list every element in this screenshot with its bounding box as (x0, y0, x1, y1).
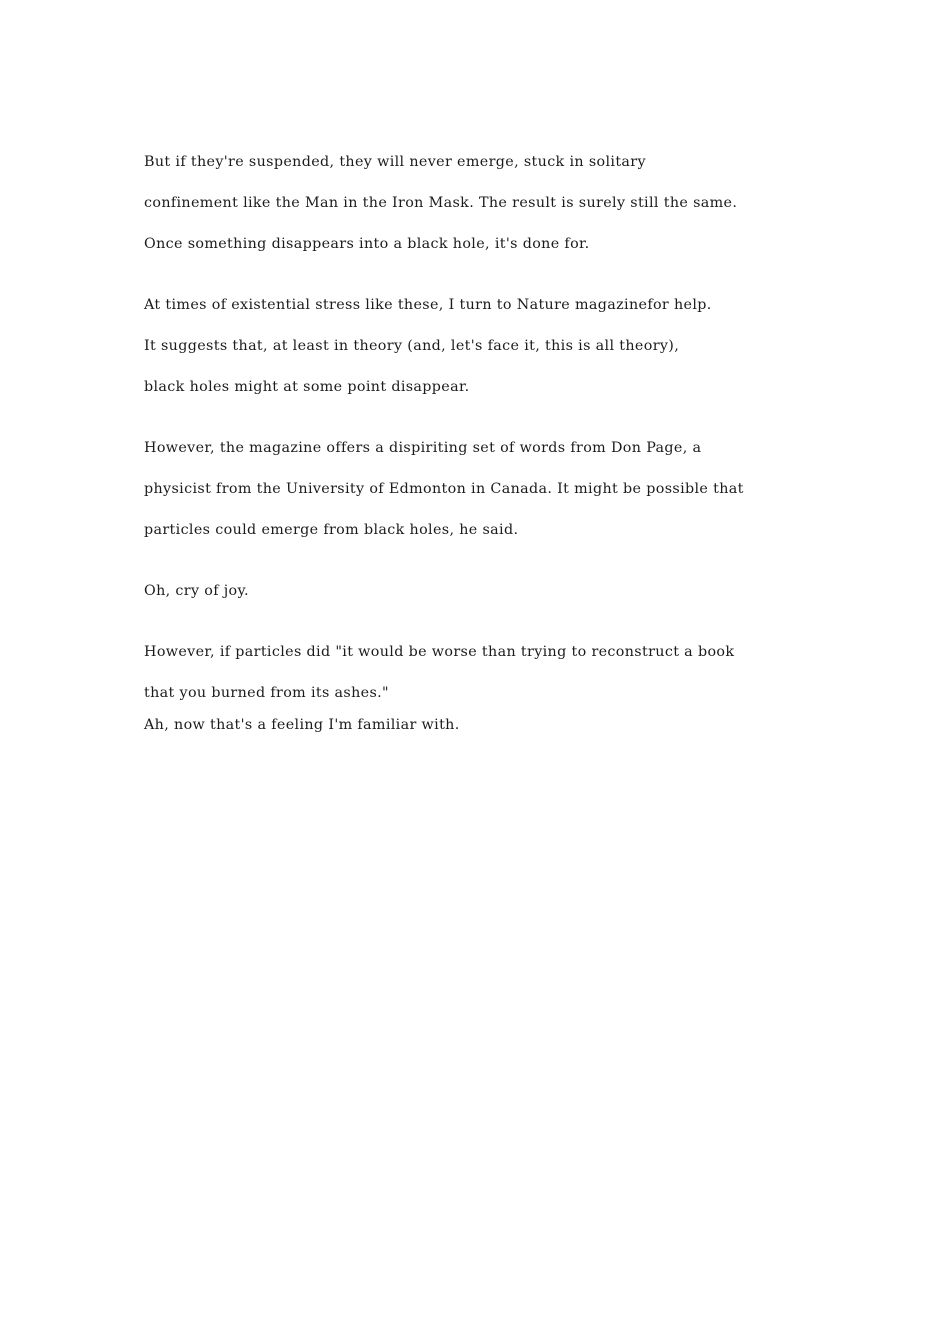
paragraph-3-line-3: particles could emerge from black holes, he said. (144, 522, 519, 538)
paragraph-1-line-1: But if they're suspended, they will never emerge, stuck in solitary (144, 154, 646, 170)
paragraph-2-line-2: It suggests that, at least in theory (and, let's face it, this is all theory), (144, 338, 680, 354)
paragraph-6-line-1: Ah, now that's a feeling I'm familiar with. (144, 717, 460, 733)
paragraph-2-line-1: At times of existential stress like these, I turn to Nature magazinefor help. (144, 297, 712, 313)
paragraph-5-line-2: that you burned from its ashes." (144, 685, 389, 701)
paragraph-4-line-1: Oh, cry of joy. (144, 583, 249, 599)
paragraph-1-line-3: Once something disappears into a black hole, it's done for. (144, 236, 590, 252)
paragraph-2-line-3: black holes might at some point disappear. (144, 379, 470, 395)
paragraph-5-line-1: However, if particles did "it would be worse than trying to reconstruct a book (144, 644, 735, 660)
document-body (144, 148, 824, 752)
paragraph-3-line-1: However, the magazine offers a dispiriting set of words from Don Page, a (144, 440, 702, 456)
paragraph-1-line-2: confinement like the Man in the Iron Mask. The result is surely still the same. (144, 195, 738, 211)
paragraph-3-line-2: physicist from the University of Edmonton in Canada. It might be possible that (144, 481, 744, 497)
